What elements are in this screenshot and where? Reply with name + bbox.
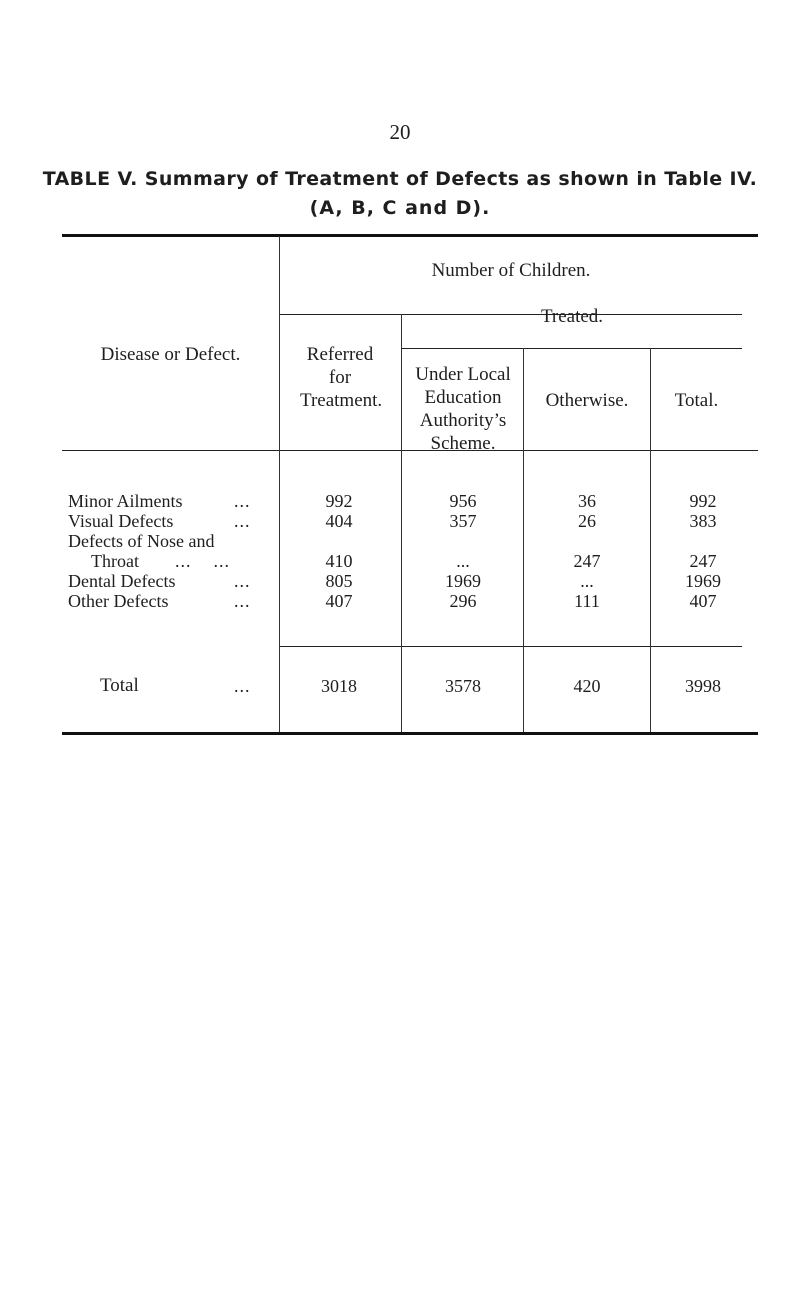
table-bottom-rule (62, 732, 758, 735)
header-under-local: Under Local Education Authority’s Scheme. (415, 364, 511, 454)
row-label: Other Defects (68, 591, 169, 611)
cell-total: 1969 (685, 571, 721, 591)
cell-total: 992 (689, 491, 717, 511)
row-label: Minor Ailments (68, 491, 183, 511)
leader-dots: ... (234, 571, 251, 591)
col-divider-1 (279, 236, 280, 732)
cell-referred: 805 (325, 571, 353, 591)
cell-otherwise: 247 (573, 551, 601, 571)
cell-under-local: 1969 (445, 571, 481, 591)
total-total: 3998 (685, 676, 721, 696)
cell-under-local: ... (456, 551, 470, 571)
leader-dots: ... (234, 591, 251, 611)
cell-otherwise: 36 (578, 491, 596, 511)
row-label: Defects of Nose and (68, 531, 215, 551)
cell-under-local: 357 (449, 511, 477, 531)
header-disease: Disease or Defect. (100, 344, 241, 365)
page-number: 20 (389, 120, 411, 144)
table-top-rule (62, 234, 758, 237)
header-otherwise: Otherwise. (545, 390, 629, 411)
row-label: Dental Defects (68, 571, 176, 591)
cell-referred: 407 (325, 591, 353, 611)
table-title: TABLE V. Summary of Treatment of Defects as shown in Table IV. (42, 168, 758, 190)
total-under-local: 3578 (445, 676, 481, 696)
total-referred: 3018 (321, 676, 357, 696)
cell-under-local: 296 (449, 591, 477, 611)
total-otherwise: 420 (573, 676, 601, 696)
cell-total: 383 (689, 511, 717, 531)
total-label: Total (100, 675, 139, 696)
header-total: Total. (674, 390, 719, 411)
total-rule (280, 646, 742, 647)
table-subtitle: (A, B, C and D). (309, 197, 491, 219)
row-label-continued: Throat (91, 551, 139, 571)
header-referred: Referred for Treatment. (300, 344, 383, 411)
cell-referred: 410 (325, 551, 353, 571)
header-treated: Treated. (540, 306, 604, 327)
cell-total: 247 (689, 551, 717, 571)
cell-otherwise: ... (580, 571, 594, 591)
cell-otherwise: 26 (578, 511, 596, 531)
leader-dots: ... ... (175, 551, 230, 571)
cell-total: 407 (689, 591, 717, 611)
leader-dots: ... (234, 491, 251, 511)
header-number-of-children: Number of Children. (431, 260, 591, 281)
cell-referred: 992 (325, 491, 353, 511)
cell-under-local: 956 (449, 491, 477, 511)
leader-dots: ... (234, 676, 251, 696)
cell-otherwise: 111 (574, 591, 600, 611)
header-rule-2 (402, 348, 742, 349)
row-label: Visual Defects (68, 511, 174, 531)
leader-dots: ... (234, 511, 251, 531)
cell-referred: 404 (325, 511, 353, 531)
